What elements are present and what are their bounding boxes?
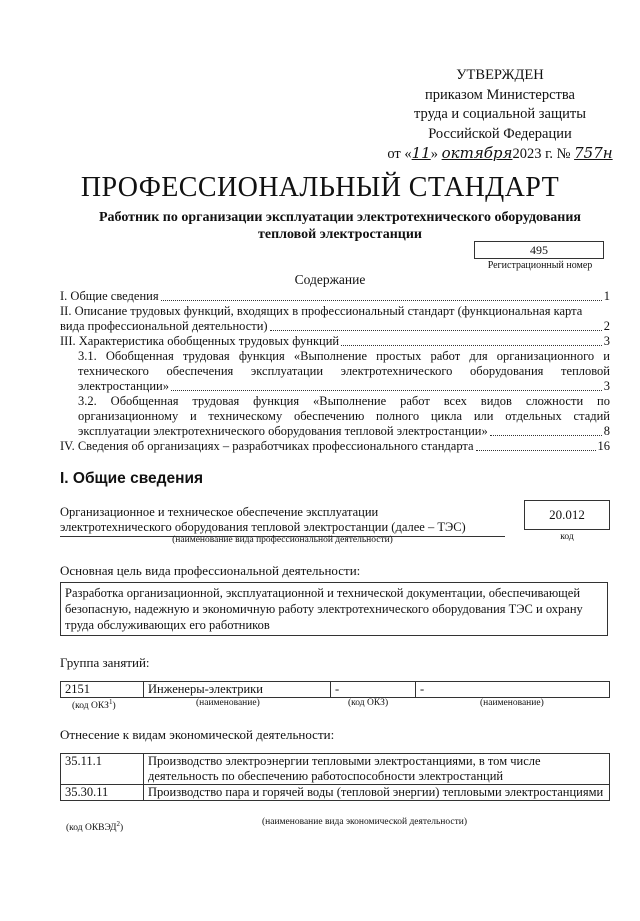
toc-item-text: эксплуатации электротехнического оборудования тепловой электростанции» [78,424,488,438]
activity-line: Организационное и техническое обеспечение эксплуатации [60,505,379,519]
occupation-caption: (код ОКЗ) [348,698,389,708]
okz-name: Инженеры-электрики [144,682,331,698]
toc-page: 1 [603,289,610,303]
section-title: I. Общие сведения [60,470,204,487]
table-row [61,682,610,698]
okved-caption: (наименование вида экономической деятельности) [262,817,467,827]
toc-page: 3 [603,334,610,348]
document-title: ПРОФЕССИОНАЛЬНЫЙ СТАНДАРТ [80,172,560,203]
date-month: октября [441,144,513,162]
toc-item[interactable] [60,439,610,454]
approval-line: УТВЕРЖДЕН [456,67,544,83]
toc-item-text: вида профессиональной деятельности) [60,319,268,333]
date-year: 2023 г. № [512,146,571,162]
toc-item-text: 3.1. Обобщенная трудовая функция «Выполнение простых работ для организационного и технического обеспечения эксплуатации электротехнического оборудования тепловой [78,349,610,378]
toc-item-text: I. Общие сведения [60,289,159,303]
toc-item-text: электростанции» [78,379,169,393]
okz-code-2: - [331,682,416,698]
occupation-table [60,681,610,698]
code-caption: код [560,532,574,542]
approval-block [370,66,630,165]
document-subtitle [60,209,620,243]
registration-label: Регистрационный номер [487,260,593,271]
okved-label: Отнесение к видам экономической деятельности: [60,727,335,742]
registration-number: 495 [474,241,604,259]
subtitle-line: тепловой электростанции [258,227,422,242]
toc-title: Содержание [294,272,366,287]
approval-line: Российской Федерации [428,125,572,142]
caption-text: (код ОКЗ [72,701,109,712]
toc-item-text: 3.2. Обобщенная трудовая функция «Выполнение работ всех видов сложности по организационному и техническому обеспечению полного цикла или отдельных стадий [78,394,610,423]
okved-caption [66,820,123,833]
toc-page: 16 [597,439,610,453]
activity-caption: (наименование вида профессиональной деятельности) [172,535,393,545]
date-mid: » [430,146,438,162]
date-prefix: от « [387,146,412,162]
toc-item[interactable] [60,304,610,334]
okved-name: Производство электроэнергии тепловыми электростанциями, в том числе деятельность по обеспечению работоспособности электростанций [144,754,610,785]
okved-code: 35.11.1 [61,754,144,785]
okz-name-2: - [416,682,610,698]
subtitle-line: Работник по организации эксплуатации электротехнического оборудования [99,210,581,225]
footnote-mark: 1 [108,698,113,706]
toc-item-text: III. Характеристика обобщенных трудовых функций [60,334,340,348]
activity-name [60,505,505,537]
toc-item[interactable] [60,349,610,394]
caption-text: (код ОКВЭД [66,823,117,834]
okved-name: Производство пара и горячей воды (тепловой энергии) тепловыми электростанциями [144,785,610,801]
goal-text: Разработка организационной, эксплуатационной и технической документации, обеспечивающей безопасную, надежную и экономичную работу электротехнического оборудования ТЭС и охрану труда обслуживающих его работников [60,582,608,636]
occupation-label: Группа занятий: [60,655,150,670]
table-of-contents [60,289,610,454]
toc-item[interactable] [60,334,610,349]
toc-item[interactable] [60,289,610,304]
goal-label: Основная цель вида профессиональной деятельности: [60,563,361,578]
toc-item-text: II. Описание трудовых функций, входящих в профессиональный стандарт (функциональная карта [60,304,583,318]
occupation-caption: (наименование) [480,698,544,708]
approval-date [370,144,630,165]
toc-page: 3 [603,379,610,393]
activity-line: электротехнического оборудования тепловой электростанции (далее – ТЭС) [60,520,466,534]
approval-line: приказом Министерства [425,86,575,103]
activity-code: 20.012 [524,500,610,530]
table-row [61,785,610,801]
caption-text: ) [112,701,116,712]
occupation-caption: (наименование) [196,698,260,708]
okved-code: 35.30.11 [61,785,144,801]
occupation-caption [72,698,116,711]
toc-item[interactable] [60,394,610,439]
okved-table [60,753,610,801]
okz-code: 2151 [61,682,144,698]
order-number: 757н [574,144,613,162]
toc-page: 8 [603,424,610,438]
date-day: 11 [411,144,431,162]
caption-text: ) [119,823,124,834]
toc-item-text: IV. Сведения об организациях – разработчиках профессионального стандарта [60,439,474,453]
toc-page: 2 [603,319,610,333]
table-row [61,754,610,785]
approval-line: труда и социальной защиты [414,106,586,122]
footnote-mark: 2 [116,820,120,828]
